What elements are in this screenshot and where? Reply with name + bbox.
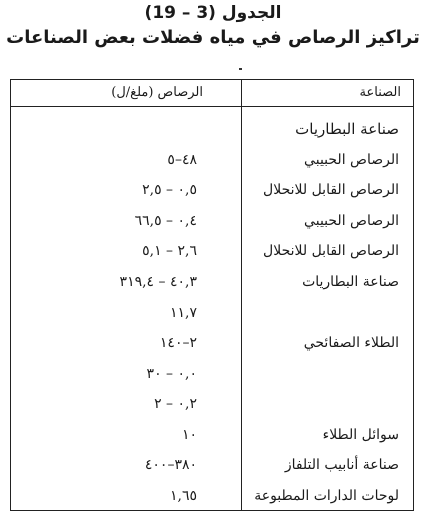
stray-mark [239,68,242,70]
industry-cell: الرصاص القابل للانحلال [263,243,399,259]
lead-concentration-table [10,79,414,511]
lead-cell: ١١,٧ [169,305,197,321]
industry-cell: صناعة البطاريات [302,274,399,290]
lead-cell: ٤٨–٥ [167,152,197,168]
table-row [11,271,413,299]
industry-cell: الطلاء الصفائحي [303,335,399,351]
industry-cell: سوائل الطلاء [322,427,399,443]
table-row [11,454,413,482]
industry-cell: الرصاص الحبيبي [304,152,399,168]
header-industry: الصناعة [359,85,401,100]
table-row [11,332,413,360]
table-row [11,118,413,146]
table-row [11,424,413,452]
table-caption-number: الجدول (3 – 19) [144,3,282,23]
lead-cell: ٣٨٠–٤٠٠ [144,457,197,473]
lead-cell: ٢–١٤٠ [159,335,197,351]
industry-cell: صناعة أنابيب التلفاز [284,457,399,473]
table-row [11,179,413,207]
header-lead: الرصاص (ملغ/ل) [111,85,203,100]
table-row [11,393,413,421]
industry-cell: الرصاص الحبيبي [304,213,399,229]
table-row [11,149,413,177]
lead-cell: ٠,٥ – ٢,٥ [142,182,197,198]
lead-cell: ٠,٢ – ٢ [154,396,197,412]
lead-cell: ٠,٤ – ٦٦,٥ [134,213,197,229]
lead-cell: ١,٦٥ [169,488,197,504]
table-row [11,363,413,391]
table-row [11,210,413,238]
lead-cell: ٠,٠ – ٣٠ [146,366,197,382]
table-caption-title: تراكيز الرصاص في مياه فضلات بعض الصناعات [6,27,420,48]
lead-cell: ١٠ [181,427,197,443]
lead-cell: ٢,٦ – ٥,١ [142,243,197,259]
table-row [11,485,413,513]
industry-cell: الرصاص القابل للانحلال [263,182,399,198]
table-row [11,240,413,268]
industry-cell: صناعة البطاريات [295,120,399,138]
table-row [11,302,413,330]
header-rule [11,106,413,107]
industry-cell: لوحات الدارات المطبوعة [254,488,399,504]
lead-cell: ٤٠,٣ – ٣١٩,٤ [119,274,197,290]
